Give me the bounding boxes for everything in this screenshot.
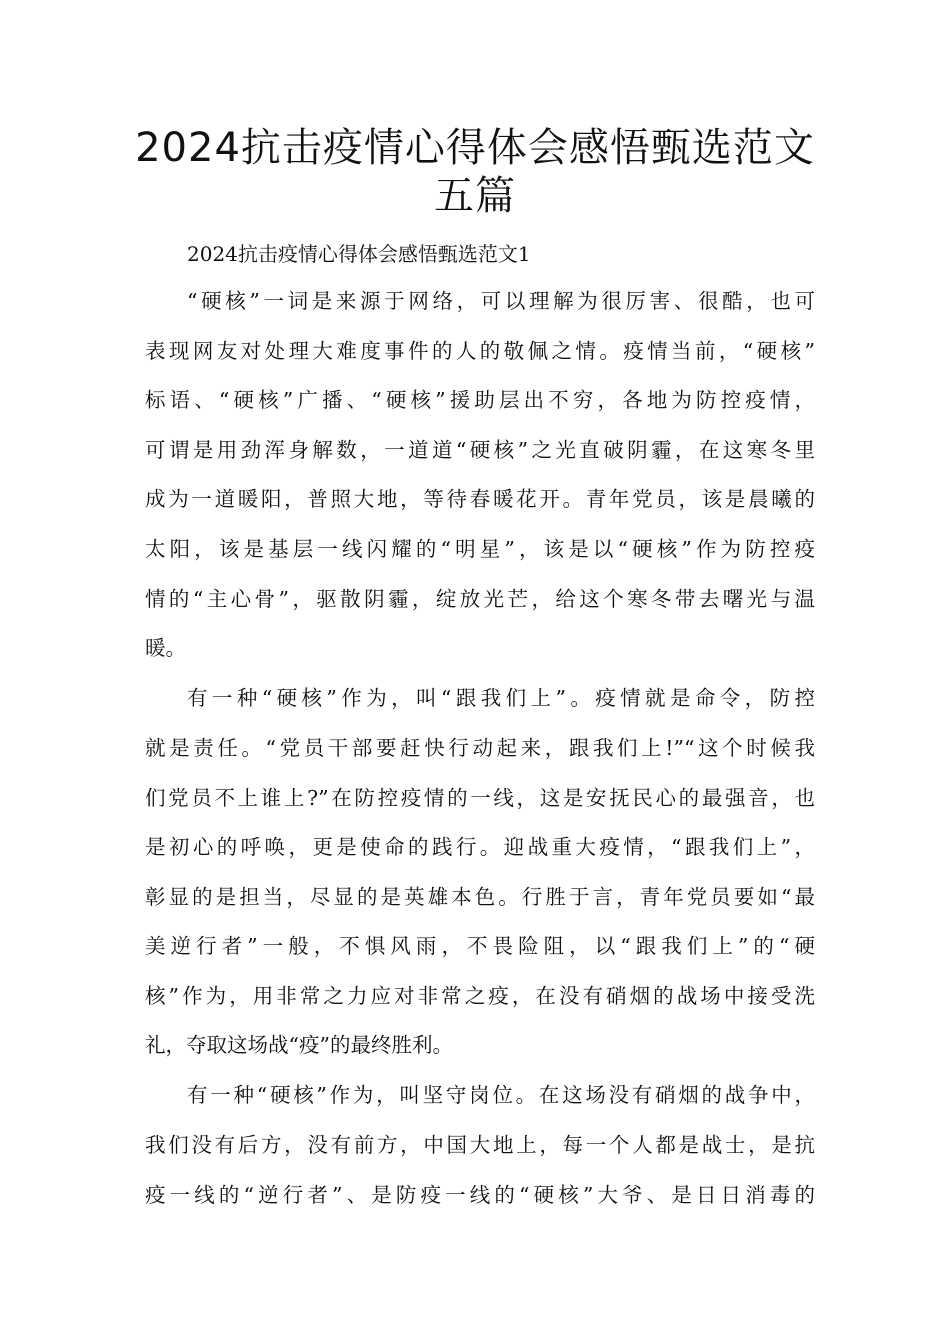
paragraph-line: 礼，夺取这场战“疫”的最终胜利。 [145,1033,453,1057]
paragraph-line: 疫一线的“逆行者”、是防疫一线的“硬核”大爷、是日日消毒的 [145,1183,815,1207]
paragraph-line: 美逆行者”一般，不惧风雨，不畏险阻，以“跟我们上”的“硬 [145,934,815,958]
paragraph-line: 是初心的呼唤，更是使命的践行。迎战重大疫情，“跟我们上”， [145,835,815,859]
document-title: 2024抗击疫情心得体会感悟甄选范文五篇 [135,125,815,219]
paragraph-line: 成为一道暖阳，普照大地，等待春暖花开。青年党员，该是晨曦的 [145,487,815,511]
paragraph-line: 表现网友对处理大难度事件的人的敬佩之情。疫情当前，“硬核” [145,339,815,363]
paragraph-line: 暖。 [145,636,186,660]
paragraph-line: 太阳，该是基层一线闪耀的“明星”，该是以“硬核”作为防控疫 [145,537,815,561]
paragraph-line: 核”作为，用非常之力应对非常之疫，在没有硝烟的战场中接受洗 [145,984,815,1008]
paragraph-line: 标语、“硬核”广播、“硬核”援助层出不穷，各地为防控疫情， [145,388,815,412]
paragraph-line: “硬核”一词是来源于网络，可以理解为很厉害、很酷，也可 [187,289,815,313]
section-heading: 2024抗击疫情心得体会感悟甄选范文1 [187,242,531,266]
paragraph-line: 我们没有后方，没有前方，中国大地上，每一个人都是战士，是抗 [145,1133,815,1157]
paragraph-line: 们党员不上谁上?”在防控疫情的一线，这是安抚民心的最强音，也 [145,786,815,810]
paragraph-line: 有一种“硬核”作为，叫“跟我们上”。疫情就是命令，防控 [187,686,815,710]
paragraph-line: 情的“主心骨”，驱散阴霾，绽放光芒，给这个寒冬带去曙光与温 [145,587,815,611]
paragraph-line: 彰显的是担当，尽显的是英雄本色。行胜于言，青年党员要如“最 [145,885,815,909]
paragraph-line: 就是责任。“党员干部要赶快行动起来，跟我们上!”“这个时候我 [145,736,815,760]
paragraph-line: 有一种“硬核”作为，叫坚守岗位。在这场没有硝烟的战争中， [187,1083,815,1107]
paragraph-line: 可谓是用劲浑身解数，一道道“硬核”之光直破阴霾，在这寒冬里 [145,438,815,462]
